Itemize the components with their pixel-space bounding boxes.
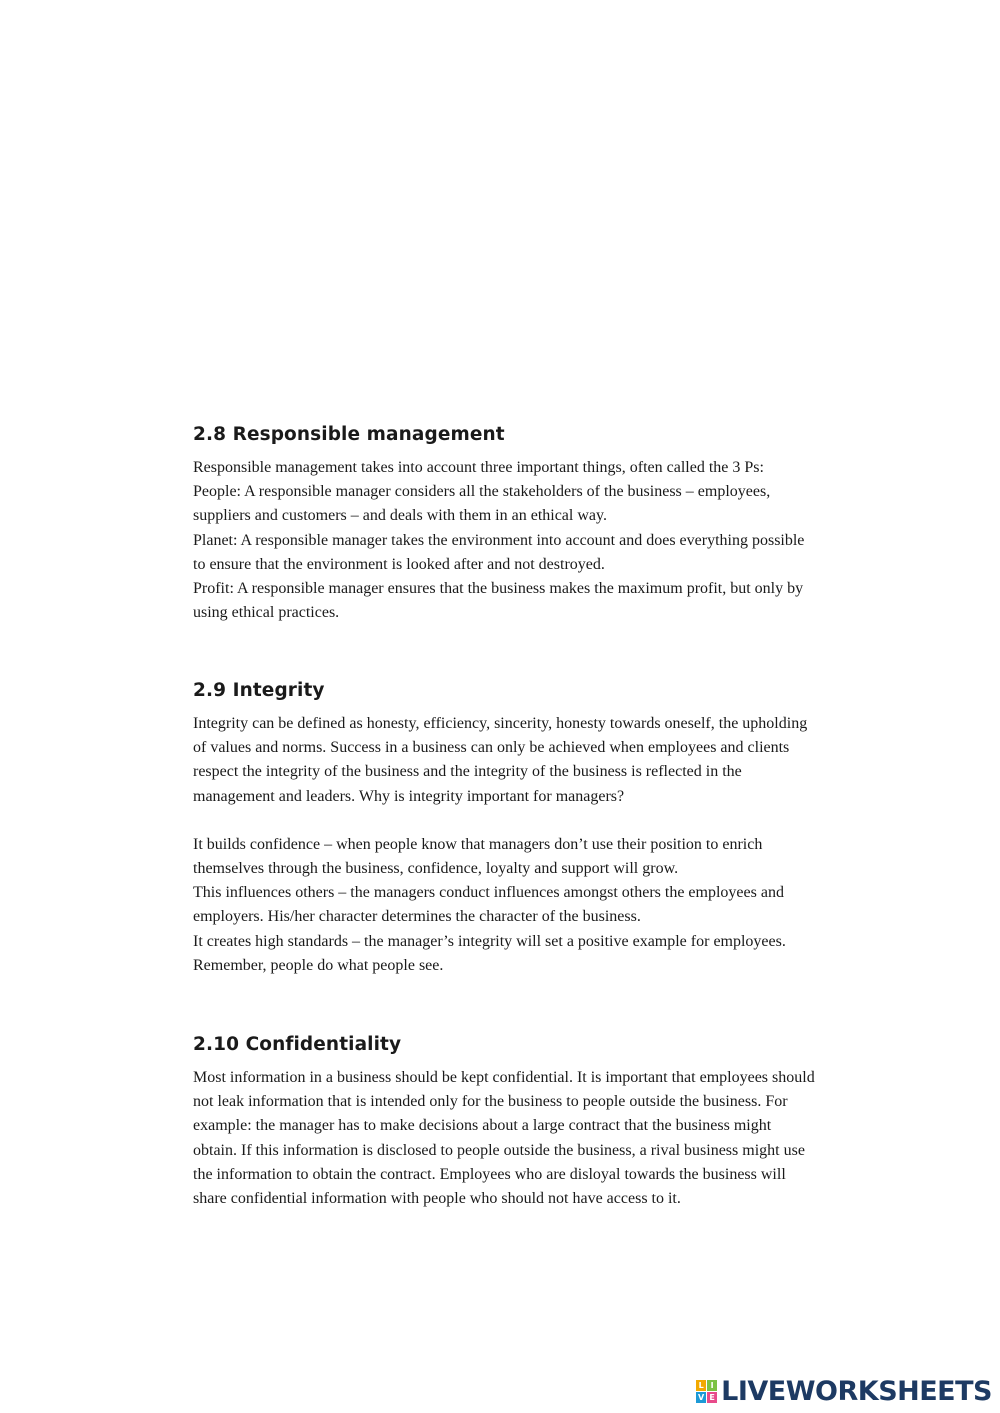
paragraph: Planet: A responsible manager takes the environment into account and does everything possible to ensure that the environment is looked after and not destroyed. [193, 531, 805, 573]
paragraph: It builds confidence – when people know that managers don’t use their position to enrich themselves through the business, confidence, loyalty and support will grow. [193, 835, 763, 878]
section-confidentiality [193, 1034, 818, 1211]
logo-text: LIVEWORKSHEETS [721, 1376, 992, 1407]
paragraph: Profit: A responsible manager ensures that the business makes the maximum profit, but only by using ethical practices. [193, 580, 804, 622]
paragraph: This influences others – the managers conduct influences amongst others the employees and employers. His/her character determines the character of the business. [193, 884, 784, 926]
logo-letter-l: L [696, 1380, 706, 1391]
logo-letter-e: E [707, 1392, 717, 1403]
logo-mark-icon [696, 1380, 717, 1403]
liveworksheets-logo[interactable] [696, 1376, 992, 1407]
section-heading: 2.9 Integrity [193, 680, 325, 701]
logo-letter-v: V [698, 1393, 705, 1402]
paragraph: Most information in a business should be kept confidential. It is important that employees should not leak information that is intended only for the business to people outside the business. For example: the manager has to make decisions about a large contract that the business might obtain. If this information is disclosed to people outside the business, a rival business might use the information to obtain the contract. Employees who are disloyal towards the business will share confidential information with people who should not have access to it. [193, 1069, 815, 1208]
paragraph: People: A responsible manager considers all the stakeholders of the business – employees, suppliers and customers – and deals with them in an ethical way. [193, 483, 771, 525]
paragraph: It creates high standards – the manager’s integrity will set a positive example for employees. Remember, people do what people see. [193, 932, 786, 974]
logo-letter-i: I [707, 1380, 717, 1391]
section-integrity [193, 680, 818, 978]
paragraph: Responsible management takes into account three important things, often called the 3 Ps: [193, 459, 764, 476]
paragraph: Integrity can be defined as honesty, efficiency, sincerity, honesty towards oneself, the upholding of values and norms. Success in a business can only be achieved when employees and clients respect the integrity of the business and the integrity of the business is reflected in the management and leaders. Why is integrity important for managers? [193, 715, 808, 805]
section-heading: 2.8 Responsible management [193, 424, 505, 445]
section-heading: 2.10 Confidentiality [193, 1034, 402, 1055]
section-responsible-management [193, 424, 818, 625]
